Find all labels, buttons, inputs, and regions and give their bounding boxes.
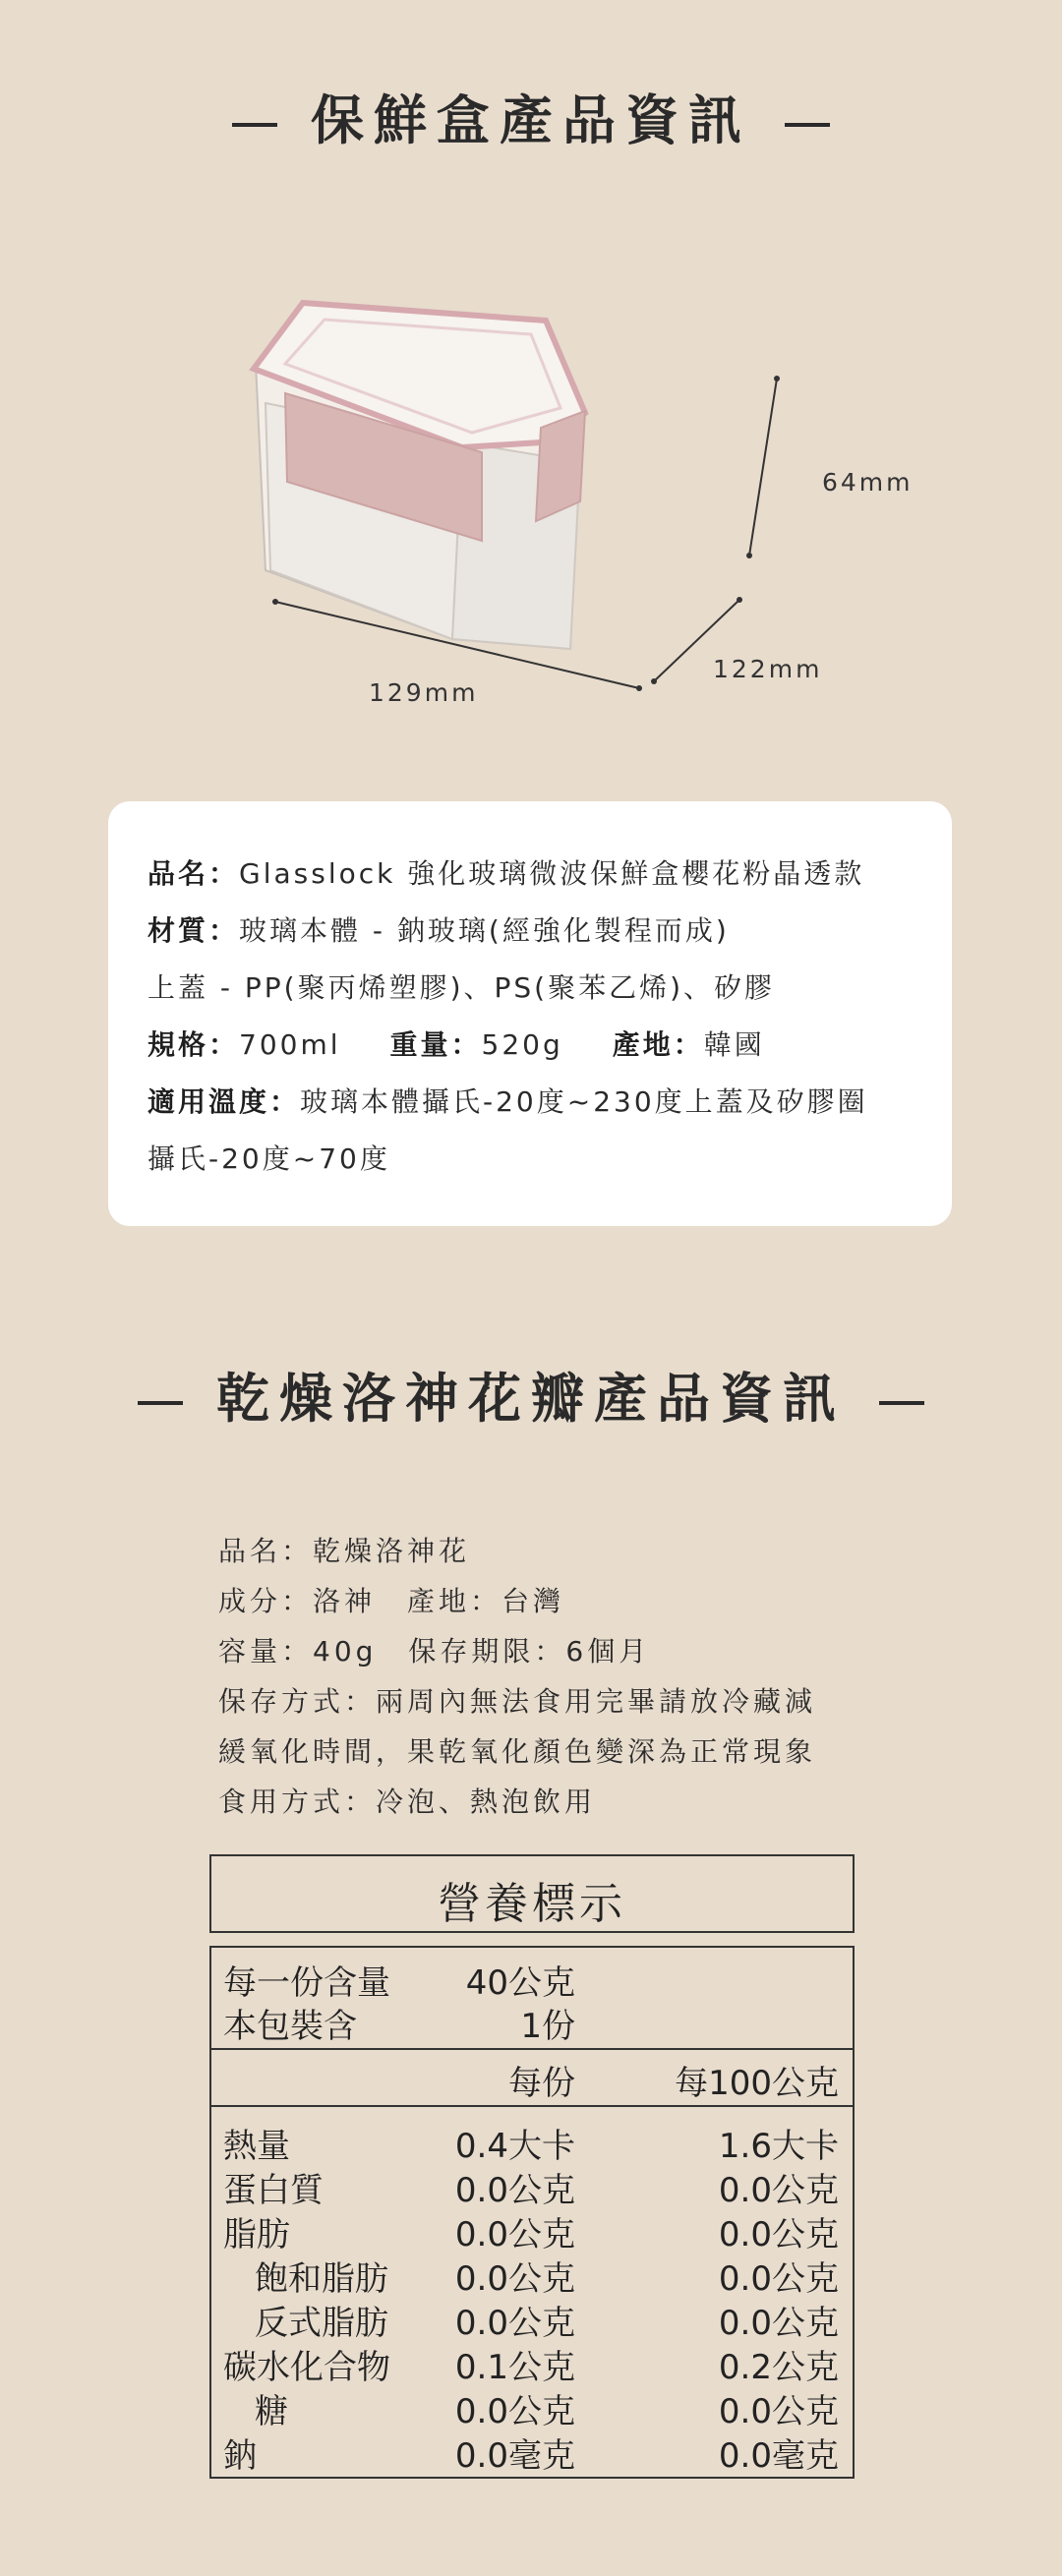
spec-temp-value: 玻璃本體攝氏-20度~230度上蓋及矽膠圈 [300,1085,868,1118]
container-section-title: 保鮮盒產品資訊 [311,88,751,151]
info-line: 成分：洛神 產地：台灣 [218,1585,565,1617]
title-dash-left [138,1401,183,1405]
servings-row [211,1999,853,2046]
nutrient-name: 糖 [255,2392,288,2431]
servings-value: 1份 [520,2007,575,2046]
info-line: 緩氧化時間，果乾氧化顏色變深為正常現象 [218,1735,817,1768]
nutrient-per-100g: 0.2公克 [718,2348,839,2387]
col-header-per-100g: 每100公克 [675,2064,839,2103]
nutrient-per-serving: 0.0公克 [454,2304,575,2343]
spec-temp-label: 適用溫度： [148,1085,301,1118]
nutrition-table [209,1946,855,2479]
info-line: 食用方式：冷泡、熱泡飲用 [218,1786,597,1818]
spec-temperature-2 [148,1138,390,1177]
spec-temp-value-2: 攝氏-20度~70度 [148,1142,390,1175]
nutrient-name: 飽和脂肪 [255,2259,388,2299]
depth-dimension-label: 122mm [713,655,823,683]
nutrition-title: 營養標示 [438,1879,626,1929]
column-header-row [211,2056,853,2103]
nutrient-name: 蛋白質 [223,2171,324,2210]
nutrient-per-serving: 0.0毫克 [454,2436,575,2476]
title-dash-right [785,123,830,127]
nutrient-per-serving: 0.4大卡 [454,2127,575,2166]
table-divider [211,2048,853,2050]
spec-temperature [148,1081,868,1120]
nutrient-per-serving: 0.0公克 [454,2259,575,2299]
nutrient-per-100g: 0.0毫克 [718,2436,839,2476]
section-title-container [0,79,1062,154]
spec-origin-value: 韓國 [703,1028,765,1061]
serving-size-label: 每一份含量 [223,1963,390,2003]
spec-lid [148,966,775,1006]
nutrient-row [211,2207,853,2254]
nutrient-per-serving: 0.0公克 [454,2392,575,2431]
nutrient-row [211,2252,853,2299]
servings-label: 本包裝含 [223,2007,357,2046]
nutrient-row [211,2119,853,2166]
info-line: 品名：乾燥洛神花 [218,1535,471,1567]
nutrient-name: 碳水化合物 [223,2348,390,2387]
nutrient-per-serving: 0.1公克 [454,2348,575,2387]
spec-size-weight-origin [148,1024,765,1063]
spec-product-name [148,852,864,892]
nutrient-per-100g: 1.6大卡 [718,2127,839,2166]
spec-material-value: 玻璃本體 - 鈉玻璃(經強化製程而成) [239,914,730,947]
nutrient-row [211,2429,853,2476]
nutrient-per-serving: 0.0公克 [454,2171,575,2210]
nutrient-row [211,2163,853,2210]
nutrient-row [211,2296,853,2343]
nutrition-title-box [209,1854,855,1933]
spec-origin-label: 產地： [612,1028,704,1061]
title-dash-left [232,123,277,127]
spec-weight-value: 520g [481,1028,563,1061]
nutrient-per-serving: 0.0公克 [454,2215,575,2254]
spec-material [148,909,730,949]
spec-product-name-label: 品名： [148,857,240,890]
nutrient-row [211,2340,853,2387]
spec-product-name-value: Glasslock 強化玻璃微波保鮮盒櫻花粉晶透款 [239,857,865,890]
height-dimension-label: 64mm [822,468,914,497]
spec-weight-label: 重量： [389,1028,482,1061]
spec-card [108,801,952,1226]
nutrient-per-100g: 0.0公克 [718,2304,839,2343]
col-header-per-serving: 每份 [508,2064,575,2103]
serving-size-row [211,1956,853,2003]
nutrient-name: 熱量 [223,2127,290,2166]
spec-lid-value: 上蓋 - PP(聚丙烯塑膠)、PS(聚苯乙烯)、矽膠 [148,971,776,1004]
info-line: 保存方式：兩周內無法食用完畢請放冷藏減 [218,1685,817,1718]
table-divider [211,2105,853,2107]
info-line: 容量：40g 保存期限：6個月 [218,1635,651,1668]
spec-material-label: 材質： [148,914,240,947]
section-title-hibiscus [0,1357,1062,1433]
hibiscus-section-title: 乾燥洛神花瓣產品資訊 [216,1367,846,1430]
serving-size-value: 40公克 [465,1963,575,2003]
nutrient-per-100g: 0.0公克 [718,2215,839,2254]
width-dimension-label: 129mm [369,678,479,707]
nutrient-row [211,2384,853,2431]
nutrient-name: 反式脂肪 [255,2304,388,2343]
nutrient-per-100g: 0.0公克 [718,2171,839,2210]
nutrient-name: 脂肪 [223,2215,290,2254]
spec-size-value: 700ml [239,1028,341,1061]
title-dash-right [879,1401,924,1405]
nutrient-name: 鈉 [223,2436,257,2476]
glass-container-image [246,285,836,718]
nutrient-per-100g: 0.0公克 [718,2392,839,2431]
nutrient-per-100g: 0.0公克 [718,2259,839,2299]
spec-size-label: 規格： [148,1028,240,1061]
